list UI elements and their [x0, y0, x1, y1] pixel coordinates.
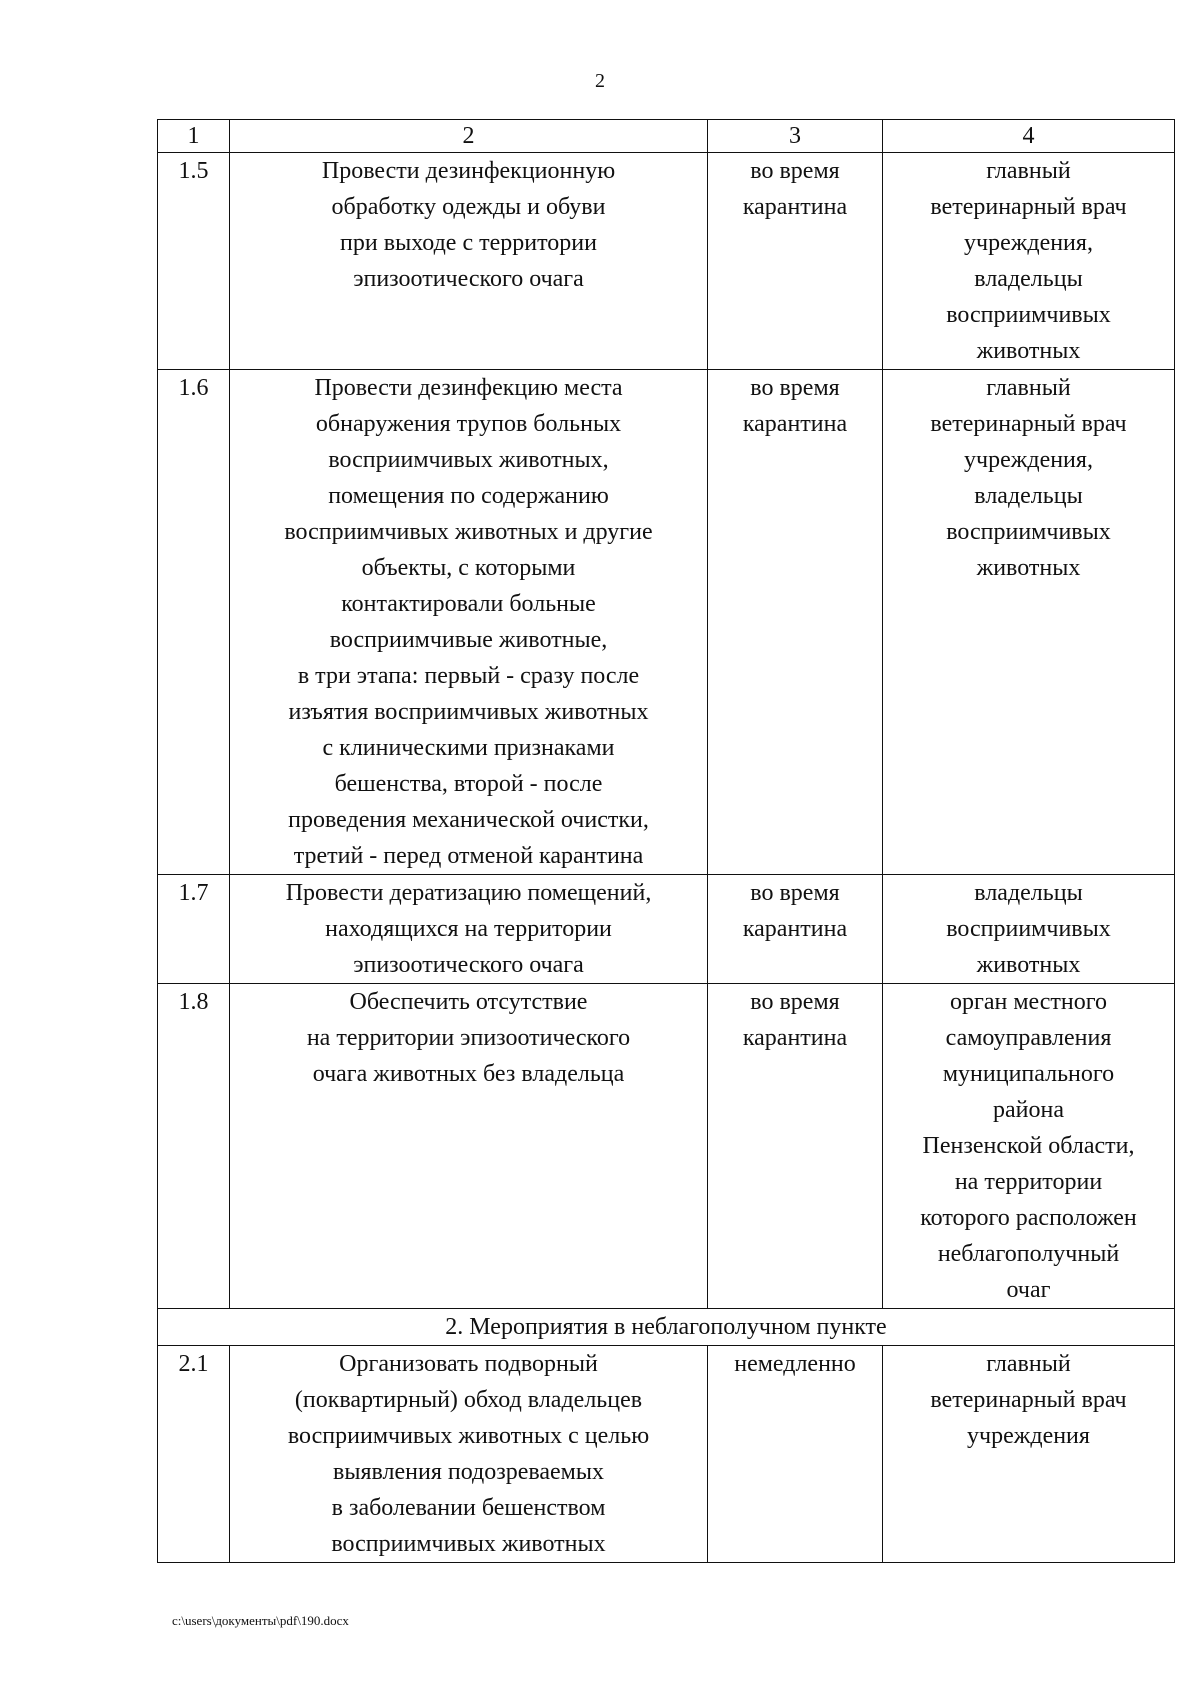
item-term: во время карантина: [708, 370, 883, 875]
item-action: Провести дезинфекцию места обнаружения трупов больных восприимчивых животных, помещения по содержанию восприимчивых животных и другие объекты, с которыми контактировали больные восприимчивые животные, в три этапа: первый - сразу после изъятия восприимчивых животных с клиническими признаками бешенства, второй - после проведения механической очистки, третий - перед отменой карантина: [230, 370, 708, 875]
table-row: [158, 875, 1175, 984]
item-responsible: владельцы восприимчивых животных: [883, 875, 1175, 984]
table-row: [158, 370, 1175, 875]
header-cell: 4: [883, 120, 1175, 153]
item-responsible: главный ветеринарный врач учреждения: [883, 1346, 1175, 1563]
item-term: во время карантина: [708, 153, 883, 370]
table-row: [158, 153, 1175, 370]
header-cell: 1: [158, 120, 230, 153]
header-cell: 3: [708, 120, 883, 153]
item-action: Обеспечить отсутствие на территории эпизоотического очага животных без владельца: [230, 984, 708, 1309]
item-number: 1.7: [158, 875, 230, 984]
table-row: [158, 984, 1175, 1309]
item-responsible: главный ветеринарный врач учреждения, владельцы восприимчивых животных: [883, 370, 1175, 875]
table-header-row: [158, 120, 1175, 153]
section-row: [158, 1309, 1175, 1346]
table-row: [158, 1346, 1175, 1563]
item-number: 1.8: [158, 984, 230, 1309]
item-number: 1.6: [158, 370, 230, 875]
page-number: 2: [595, 70, 605, 92]
item-action: Провести дезинфекционную обработку одежды и обуви при выходе с территории эпизоотического очага: [230, 153, 708, 370]
item-action: Организовать подворный (поквартирный) обход владельцев восприимчивых животных с целью выявления подозреваемых в заболевании бешенством восприимчивых животных: [230, 1346, 708, 1563]
item-term: немедленно: [708, 1346, 883, 1563]
item-term: во время карантина: [708, 984, 883, 1309]
section-title: 2. Мероприятия в неблагополучном пункте: [158, 1309, 1175, 1346]
measures-table: [157, 119, 1175, 1563]
item-number: 1.5: [158, 153, 230, 370]
item-action: Провести дератизацию помещений, находящихся на территории эпизоотического очага: [230, 875, 708, 984]
header-cell: 2: [230, 120, 708, 153]
item-responsible: орган местного самоуправления муниципального района Пензенской области, на территории которого расположен неблагополучный очаг: [883, 984, 1175, 1309]
item-number: 2.1: [158, 1346, 230, 1563]
item-responsible: главный ветеринарный врач учреждения, владельцы восприимчивых животных: [883, 153, 1175, 370]
item-term: во время карантина: [708, 875, 883, 984]
footer-file-path: c:\users\документы\pdf\190.docx: [172, 1613, 349, 1628]
